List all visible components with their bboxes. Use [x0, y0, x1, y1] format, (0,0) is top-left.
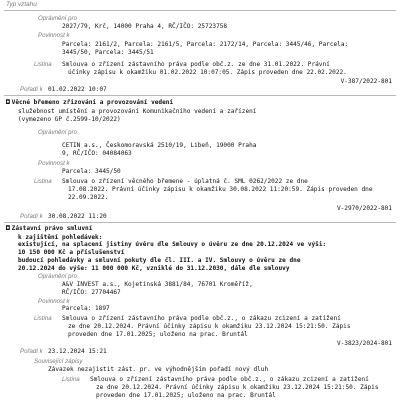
- item1-poradi-value: 01.02.2022 10:07: [48, 86, 107, 93]
- item1-poradi-label: Pořadí k: [20, 86, 43, 93]
- item1-listina-line: Smlouva o zřízení zástavního práva podle obč.z. ze dne 31.01.2022. Právní: [62, 61, 330, 68]
- item2-listina-label: Listina: [34, 178, 52, 185]
- item1-listina-label: Listina: [34, 61, 52, 68]
- item1-opravneni-label: Oprávnění pro: [38, 15, 77, 22]
- checkbox-icon: ◘: [6, 225, 10, 232]
- item1-opravneni-value: 2027/79, Krč, 14000 Praha 4, RČ/IČO: 25723758: [62, 23, 228, 30]
- item1-ref: V-387/2022-801: [340, 78, 392, 85]
- item-divider: [4, 95, 396, 96]
- item2-poradi-value: 30.08.2022 11:20: [48, 213, 107, 220]
- related-listina-label: Listina: [62, 376, 80, 383]
- item2-listina-line: 22.09.2022.: [68, 194, 109, 201]
- item3-listina-line: ze dne 20.12.2024. Právní účinky zápisu k okamžiku 23.12.2024 15:21:50. Zápis: [68, 323, 351, 330]
- item-divider: [4, 222, 396, 223]
- checkbox-icon: ◘: [6, 99, 10, 106]
- item2-opravneni-line: 9, RČ/IČO: 04084063: [62, 150, 132, 157]
- item2-listina-line: Smlouva o zřízení věcného břemene - úplatná č. SML 0262/2022 ze dne: [62, 178, 308, 185]
- item3-poradi-label: Pořadí k: [20, 348, 43, 355]
- item3-body-line: 10 150 000 Kč a příslušenství: [18, 249, 125, 256]
- item3-opravneni-line: RČ/IČO: 27704467: [62, 289, 121, 296]
- item2-opravneni-label: Oprávnění pro: [38, 129, 77, 136]
- item2-poradi-label: Pořadí k: [20, 213, 43, 220]
- item3-povinnost-value: Parcela: 1897: [62, 305, 110, 312]
- item3-title: ◘ Zástavní právo smluvní: [6, 225, 93, 232]
- item3-listina-line: proveden dne 17.01.2025; uloženo na prac. Bruntál: [68, 331, 248, 338]
- related-listina-line: Smlouva o zřízení zástavního práva podle obč.z., o zákazu zcizení a zatížení: [90, 376, 369, 383]
- item3-body-line: budoucí pohledávky a smluvní pokuty dle čl. III. a IV. Smlouvy o úvěru ze dne: [18, 257, 301, 264]
- item3-body-line: 20.12.2024 do výše: 11 000 000 Kč, vzniklé do 31.12.2030, dále dle smlouvy: [18, 265, 290, 272]
- item3-povinnost-label: Povinnost k: [38, 298, 70, 305]
- item1-povinnost-line: Parcela: 2161/2, Parcela: 2161/5, Parcela: 2172/14, Parcela: 3445/46, Parcela:: [62, 41, 349, 48]
- related-listina-line: ze dne 20.12.2024. Právní účinky zápisu k okamžiku 23.12.2024 15:21:50. Zápis: [96, 384, 379, 391]
- item2-title: ◘ Věcné břemeno zřizování a provozování vedení: [6, 99, 174, 106]
- item3-ref: V-3823/2024-801: [336, 340, 392, 347]
- item1-povinnost-line: 3445/50, Parcela: 3445/51: [62, 49, 154, 56]
- top-divider: [4, 10, 396, 11]
- item1-listina-line: účinky zápisu k okamžiku 01.02.2022 10:07:05. Zápis proveden dne 22.02.2022.: [68, 69, 347, 76]
- item2-listina-line: 17.08.2022. Právní účinky zápisu k okamžiku 30.08.2022 11:20:59. Zápis proveden dne: [68, 186, 373, 193]
- item2-title-line: (vymezeno GP č.2599-10/2022): [18, 116, 121, 123]
- item2-title-line: služebnost umístění a provozování Komunikačního vedení a zařízení: [18, 108, 257, 115]
- item3-opravneni-label: Oprávnění pro: [38, 273, 77, 280]
- item2-povinnost-value: Parcela: 3445/50: [62, 168, 121, 175]
- item3-subtitle: k zajištění pohledávek:: [18, 234, 103, 241]
- item2-opravneni-line: CETIN a.s., Českomoravská 2510/19, Libeň, 19000 Praha: [62, 142, 257, 149]
- item3-listina-line: Smlouva o zřízení zástavního práva podle obč.z., o zákazu zcizení a zatížení: [62, 315, 341, 322]
- type-label: Typ vztahu: [6, 1, 37, 8]
- item2-povinnost-label: Povinnost k: [38, 160, 70, 167]
- item2-ref: V-2970/2022-801: [336, 205, 392, 212]
- related-title: Závazek nezajistit zást. pr. ve výhodnějším pořadí nový dluh: [48, 366, 269, 373]
- item3-poradi-value: 23.12.2024 15:21: [48, 348, 107, 355]
- item3-body-line: existující, na splacení jistiny úvěru dle Smlouvy o úvěru ze dne 20.12.2024 ve výši:: [18, 241, 327, 248]
- item3-listina-label: Listina: [34, 315, 52, 322]
- related-label: Související zápisy: [34, 358, 83, 365]
- related-listina-line: proveden dne 17.01.2025; uloženo na prac. Bruntál: [96, 392, 276, 399]
- item1-povinnost-label: Povinnost k: [38, 32, 70, 39]
- item3-opravneni-line: A&V INVEST a.s., Kojetínská 3881/84, 76701 Kroměříž,: [62, 281, 253, 288]
